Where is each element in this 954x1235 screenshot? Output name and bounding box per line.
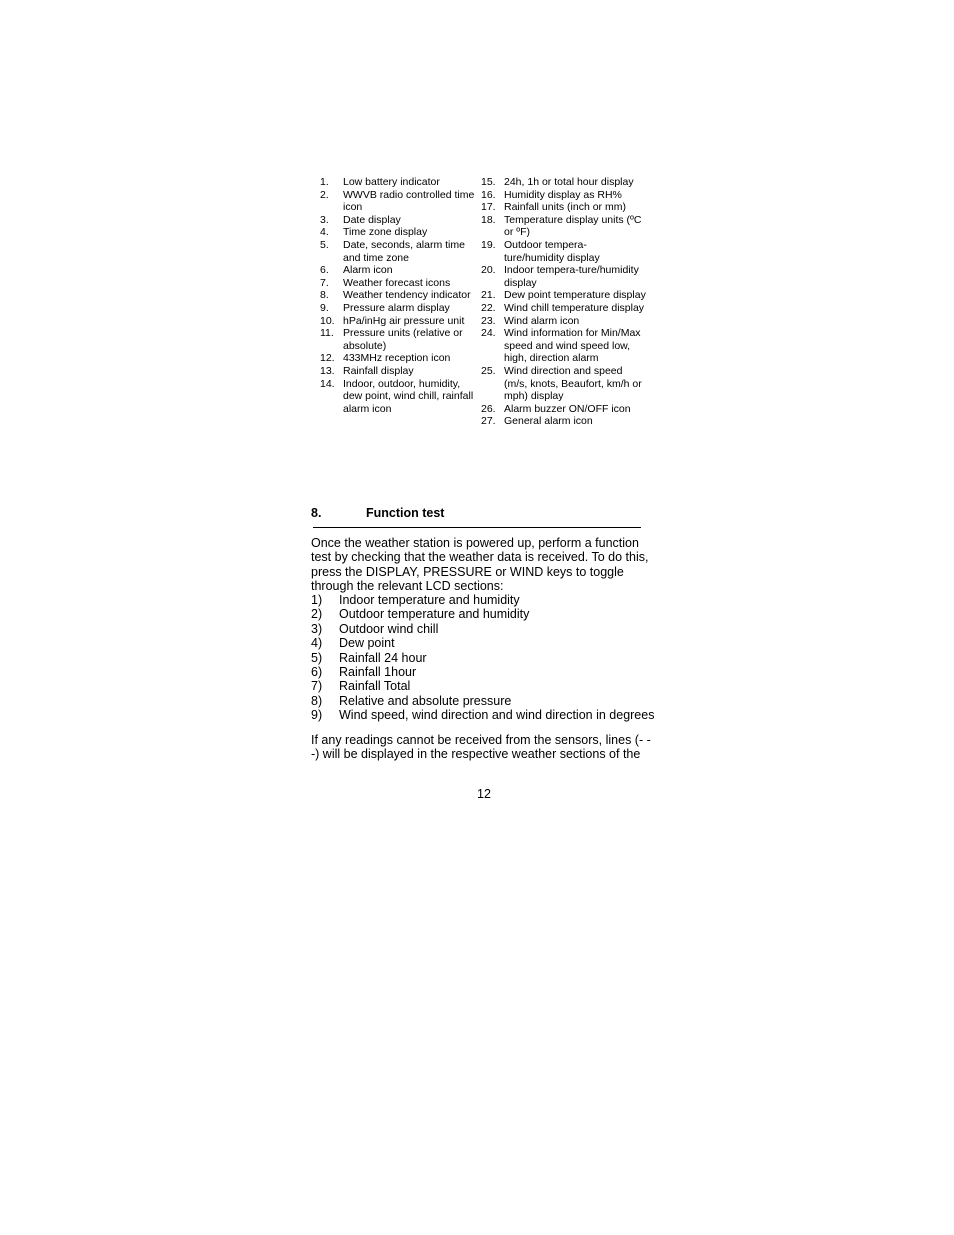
- step-item-text: Rainfall 1hour: [339, 665, 417, 680]
- legend-list-left: [320, 176, 480, 415]
- legend-item-text: 24h, 1h or total hour display: [504, 176, 634, 188]
- legend-item-number: 6.: [320, 264, 329, 277]
- legend-item: [481, 201, 646, 214]
- legend-item-text: Indoor, outdoor, humidity, dew point, wind chill, rainfall alarm icon: [343, 377, 474, 415]
- legend-item-text: Dew point temperature display: [504, 289, 646, 302]
- step-item-number: 1): [311, 593, 323, 607]
- legend-item-text: Time zone display: [343, 226, 428, 239]
- step-item-text: Wind speed, wind direction and wind direction in degrees: [339, 708, 655, 723]
- legend-item-text: hPa/inHg air pressure unit: [343, 314, 465, 327]
- legend-item-text: WWVB radio controlled time icon: [343, 188, 475, 214]
- legend-item: [320, 289, 480, 302]
- legend-item-text: Weather tendency indicator: [343, 289, 471, 302]
- step-item-text: Outdoor temperature and humidity: [339, 607, 530, 622]
- step-item-number: 6): [311, 665, 323, 680]
- legend-item-number: 3.: [320, 213, 329, 226]
- legend-item-number: 26.: [481, 402, 496, 415]
- legend-item-number: 20.: [481, 264, 496, 277]
- step-item-text: Relative and absolute pressure: [339, 693, 512, 708]
- legend-item-number: 19.: [481, 238, 496, 251]
- legend-item-number: 16.: [481, 188, 496, 201]
- legend-item-number: 11.: [320, 327, 334, 340]
- legend-item-number: 21.: [481, 289, 496, 302]
- legend-item-number: 18.: [481, 213, 496, 226]
- legend-item-number: 13.: [320, 364, 335, 377]
- legend-item-number: 23.: [481, 314, 496, 327]
- legend-item-number: 12.: [320, 352, 335, 365]
- step-item-text: Rainfall 24 hour: [339, 650, 427, 665]
- note-paragraph: If any readings cannot be received from the sensors, lines (- - -) will be displayed in the respective weather sections of the: [311, 733, 651, 762]
- legend-item-number: 9.: [320, 301, 329, 314]
- legend-item-number: 15.: [481, 176, 496, 188]
- function-test-steps: [311, 593, 661, 723]
- legend-item-number: 5.: [320, 238, 329, 251]
- step-item-text: Dew point: [339, 636, 395, 651]
- legend-item: [481, 365, 646, 403]
- legend-item-number: 14.: [320, 377, 335, 390]
- legend-item: [320, 277, 480, 290]
- legend-item: [320, 378, 480, 416]
- step-item: [311, 708, 661, 722]
- section-divider: [313, 527, 641, 528]
- legend-item-number: 2.: [320, 188, 329, 201]
- legend-item: [481, 214, 646, 239]
- legend-item-text: Wind information for Min/Max speed and wind speed low, high, direction alarm: [504, 327, 641, 365]
- legend-item: [320, 176, 480, 189]
- legend-item: [320, 189, 480, 214]
- legend-item-number: 7.: [320, 276, 329, 289]
- legend-item: [481, 302, 646, 315]
- step-item-number: 5): [311, 650, 323, 665]
- step-item: [311, 593, 661, 607]
- legend-item: [320, 327, 480, 352]
- legend-item-text: Wind chill temperature display: [504, 301, 645, 314]
- step-item-number: 9): [311, 708, 323, 723]
- legend-item-text: Alarm icon: [343, 264, 393, 277]
- legend-item-text: Alarm buzzer ON/OFF icon: [504, 402, 631, 415]
- legend-item: [320, 264, 480, 277]
- legend-item-text: Indoor tempera-ture/humidity display: [504, 264, 639, 289]
- legend-item-number: 25.: [481, 364, 496, 377]
- legend-item-text: 433MHz reception icon: [343, 352, 451, 365]
- step-item: [311, 679, 661, 693]
- legend-item: [320, 239, 480, 264]
- legend-item-text: Date display: [343, 213, 401, 226]
- legend-item: [320, 315, 480, 328]
- step-item: [311, 665, 661, 679]
- legend-item: [320, 365, 480, 378]
- step-item-text: Rainfall Total: [339, 679, 411, 694]
- legend-list-right: [481, 176, 646, 428]
- legend-item-text: Weather forecast icons: [343, 276, 451, 289]
- legend-item-number: 27.: [481, 415, 496, 428]
- legend-item-text: Rainfall units (inch or mm): [504, 201, 626, 214]
- legend-item-text: Pressure alarm display: [343, 301, 450, 314]
- step-item-number: 3): [311, 621, 323, 636]
- legend-item-text: Temperature display units (ºC or ºF): [504, 213, 642, 239]
- legend-item-text: Humidity display as RH%: [504, 188, 622, 201]
- step-item: [311, 607, 661, 621]
- legend-item: [481, 403, 646, 416]
- legend-item: [481, 239, 646, 264]
- step-item: [311, 694, 661, 708]
- legend-item-text: Outdoor tempera-ture/humidity display: [504, 238, 600, 264]
- step-item-text: Outdoor wind chill: [339, 621, 439, 636]
- legend-item-text: Low battery indicator: [343, 176, 440, 188]
- step-item-text: Indoor temperature and humidity: [339, 593, 520, 607]
- step-item-number: 4): [311, 636, 323, 651]
- legend-item: [481, 315, 646, 328]
- legend-item: [481, 415, 646, 428]
- legend-item: [481, 289, 646, 302]
- legend-item: [320, 302, 480, 315]
- legend-item-number: 17.: [481, 201, 496, 214]
- legend-item-number: 8.: [320, 289, 329, 302]
- legend-item-text: General alarm icon: [504, 415, 593, 428]
- step-item-number: 7): [311, 679, 323, 694]
- legend-item-number: 22.: [481, 301, 496, 314]
- step-item: [311, 636, 661, 650]
- legend-item-number: 10.: [320, 314, 335, 327]
- intro-paragraph: Once the weather station is powered up, perform a function test by checking that the weather data is received. To do this, press the DISPLAY, PRESSURE or WIND keys to toggle through the relevant LCD sections:: [311, 536, 649, 594]
- legend-item: [481, 264, 646, 289]
- legend-item-text: Pressure units (relative or absolute): [343, 327, 463, 352]
- step-item-number: 8): [311, 693, 323, 708]
- step-item-number: 2): [311, 607, 323, 622]
- section-number: 8.: [311, 506, 322, 520]
- step-item: [311, 622, 661, 636]
- legend-item-number: 4.: [320, 226, 329, 239]
- legend-item-number: 24.: [481, 327, 496, 340]
- legend-item-text: Wind alarm icon: [504, 314, 580, 327]
- legend-item: [320, 226, 480, 239]
- legend-item: [481, 327, 646, 365]
- page-number: 12: [477, 787, 491, 801]
- legend-item-number: 1.: [320, 176, 329, 188]
- legend-item: [481, 189, 646, 202]
- legend-item-text: Wind direction and speed (m/s, knots, Beaufort, km/h or mph) display: [504, 364, 642, 403]
- legend-item-text: Date, seconds, alarm time and time zone: [343, 238, 465, 264]
- legend-item: [320, 214, 480, 227]
- legend-item-text: Rainfall display: [343, 364, 414, 377]
- legend-item: [481, 176, 646, 189]
- step-item: [311, 651, 661, 665]
- section-title: Function test: [366, 506, 445, 520]
- legend-item: [320, 352, 480, 365]
